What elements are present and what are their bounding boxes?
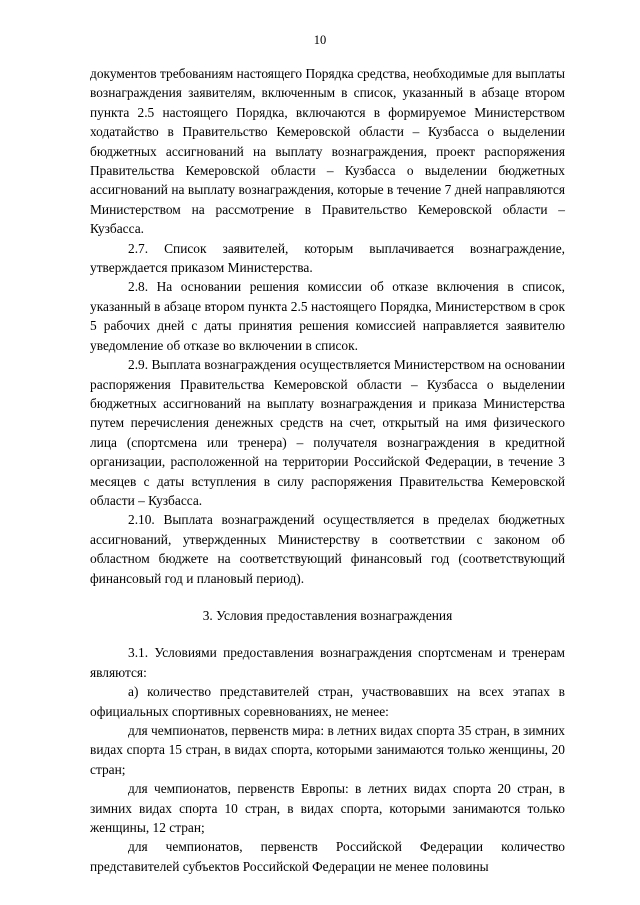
paragraph-3-1: 3.1. Условиями предоставления вознаграждения спортсменам и тренерам являются:: [90, 645, 565, 680]
paragraph-europe-championships: для чемпионатов, первенств Европы: в летних видах спорта 20 стран, в зимних видах спорта 10 стран, в видах спорта, которыми занимаются только женщины, 12 стран;: [90, 781, 565, 836]
paragraph-2-9: 2.9. Выплата вознаграждения осуществляется Министерством на основании распоряжения Правительства Кемеровской области – Кузбасса о выделении бюджетных ассигнований на выплату вознаграждения и приказа Министерства путем перечисления денежных средств на счет, открытый на имя физического лица (спортсмена или тренера) – получателя вознаграждения в кредитной организации, расположенной на территории Российской Федерации, в течение 3 месяцев с даты вступления в силу распоряжения Правительства Кемеровской области – Кузбасса.: [90, 357, 565, 508]
paragraph-2-8: 2.8. На основании решения комиссии об отказе включения в список, указанный в абзаце втором пункта 2.5 настоящего Порядка, Министерством в срок 5 рабочих дней с даты принятия решения комиссией направляется заявителю уведомление об отказе во включении в список.: [90, 279, 565, 353]
paragraph-russia-championships: для чемпионатов, первенств Российской Федерации количество представителей субъектов Российской Федерации не менее половины: [90, 839, 565, 874]
paragraph-world-championships: для чемпионатов, первенств мира: в летних видах спорта 35 стран, в зимних видах спорта 15 стран, в видах спорта, которыми занимаются только женщины, 20 стран;: [90, 723, 565, 777]
page-number: 10: [313, 33, 327, 47]
paragraph-3-1-a: а) количество представителей стран, участвовавших на всех этапах в официальных спортивных соревнованиях, не менее:: [90, 684, 565, 719]
paragraph-2-7: 2.7. Список заявителей, которым выплачивается вознаграждение, утверждается приказом Министерства.: [90, 240, 565, 276]
paragraph-2-10: 2.10. Выплата вознаграждений осуществляется в пределах бюджетных ассигнований, утвержденных Министерству в соответствии с законом об областном бюджете на соответствующий финансовый год (соответствующий финансовый год и плановый период).: [90, 512, 565, 586]
page-content: [90, 64, 565, 876]
section-heading: 3. Условия предоставления вознаграждения: [202, 607, 453, 623]
paragraph: документов требованиям настоящего Порядка средства, необходимые для выплаты вознаграждения заявителям, включенным в список, указанный в абзаце втором пункта 2.5 настоящего Порядка, включаются в формируемое Министерством ходатайство в Правительство Кемеровской области – Кузбасса о выделении бюджетных ассигнований на выплату вознаграждения, проект распоряжения Правительства Кемеровской области – Кузбасса о выделении бюджетных ассигнований на выплату вознаграждения, которые в течение 7 дней направляются Министерством на рассмотрение в Правительство Кемеровской области – Кузбасса.: [90, 66, 565, 237]
